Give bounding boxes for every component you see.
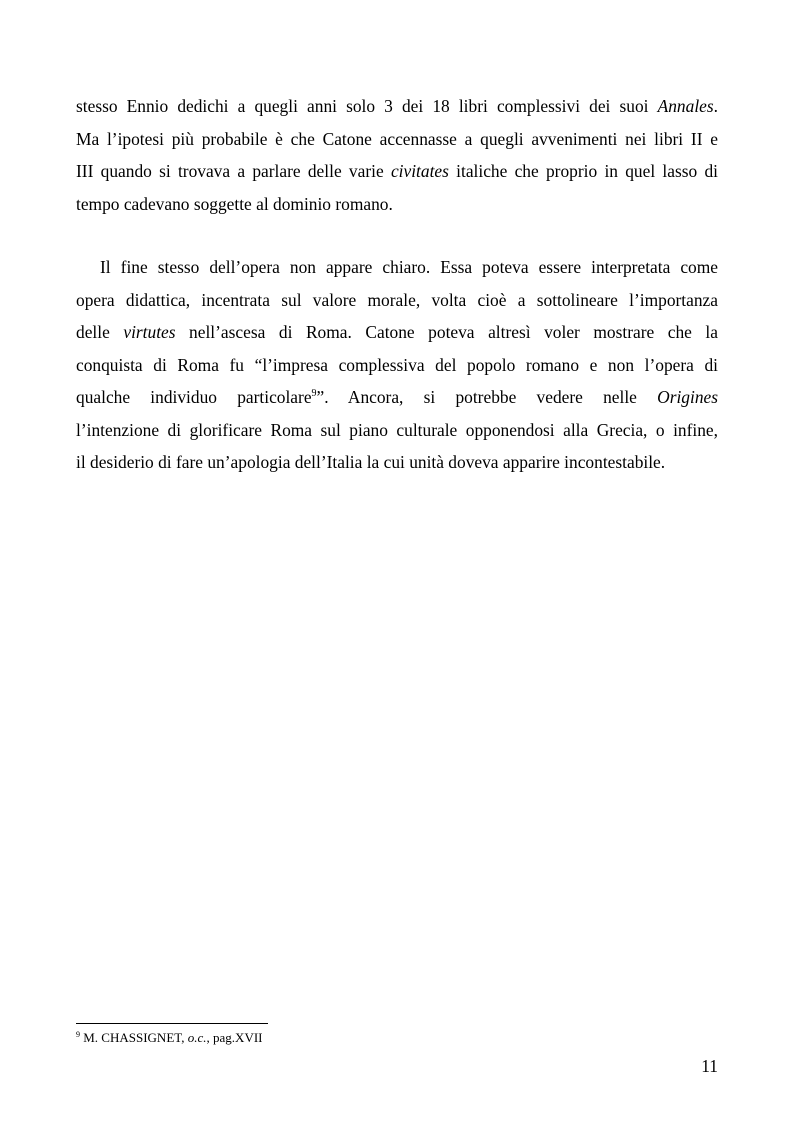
- paragraph-1-line-3: III quando si trovava a parlare delle varie civitates italiche che proprio in quel lasso di: [76, 161, 718, 181]
- paragraph-1-line-1: stesso Ennio dedichi a quegli anni solo 3 dei 18 libri complessivi dei suoi Annales.: [76, 96, 718, 116]
- paragraph-2-line-7: il desiderio di fare un’apologia dell’Italia la cui unità doveva apparire incontestabile.: [76, 452, 666, 472]
- paragraph-2-line-5: qualche individuo particolare$^9$”. Ancora, si potrebbe vedere nelle Origines: [76, 387, 719, 407]
- paragraph-2-line-2: opera didattica, incentrata sul valore morale, volta cioè a sottolineare l’importanza: [76, 289, 718, 310]
- footnote: $^9$ M. CHASSIGNET, o.c., pag.XVII: [76, 1030, 263, 1045]
- paragraph-1-line-2: Ma l’ipotesi più probabile è che Catone accennasse a quegli avvenimenti nei libri II e: [76, 128, 718, 149]
- paragraph-2: [76, 251, 718, 479]
- annales-title: Annales: [657, 96, 714, 116]
- footnote-marker: 9: [76, 1030, 80, 1039]
- footnote-citation: o.c.: [187, 1030, 207, 1045]
- paragraph-2-line-6: l’intenzione di glorificare Roma sul piano culturale opponendosi alla Grecia, o infine,: [76, 419, 718, 440]
- footnote-reference[interactable]: 9: [311, 388, 317, 399]
- paragraph-2-line-3: delle virtutes nell’ascesa di Roma. Catone poteva altresì voler mostrare che la: [76, 322, 718, 342]
- footnote-divider: [76, 1023, 268, 1024]
- origines-title: Origines: [657, 387, 719, 407]
- paragraph-2-line-4: conquista di Roma fu “l’impresa complessiva del popolo romano e non l’opera di: [76, 354, 718, 375]
- paragraph-2-line-1: Il fine stesso dell’opera non appare chiaro. Essa poteva essere interpretata come: [100, 257, 718, 277]
- virtutes-term: virtutes: [123, 322, 176, 342]
- paragraph-1: [76, 90, 718, 220]
- paragraph-1-line-4: tempo cadevano soggette al dominio romano.: [76, 193, 393, 214]
- civitates-term: civitates: [390, 161, 449, 181]
- page-number: 11: [701, 1056, 718, 1076]
